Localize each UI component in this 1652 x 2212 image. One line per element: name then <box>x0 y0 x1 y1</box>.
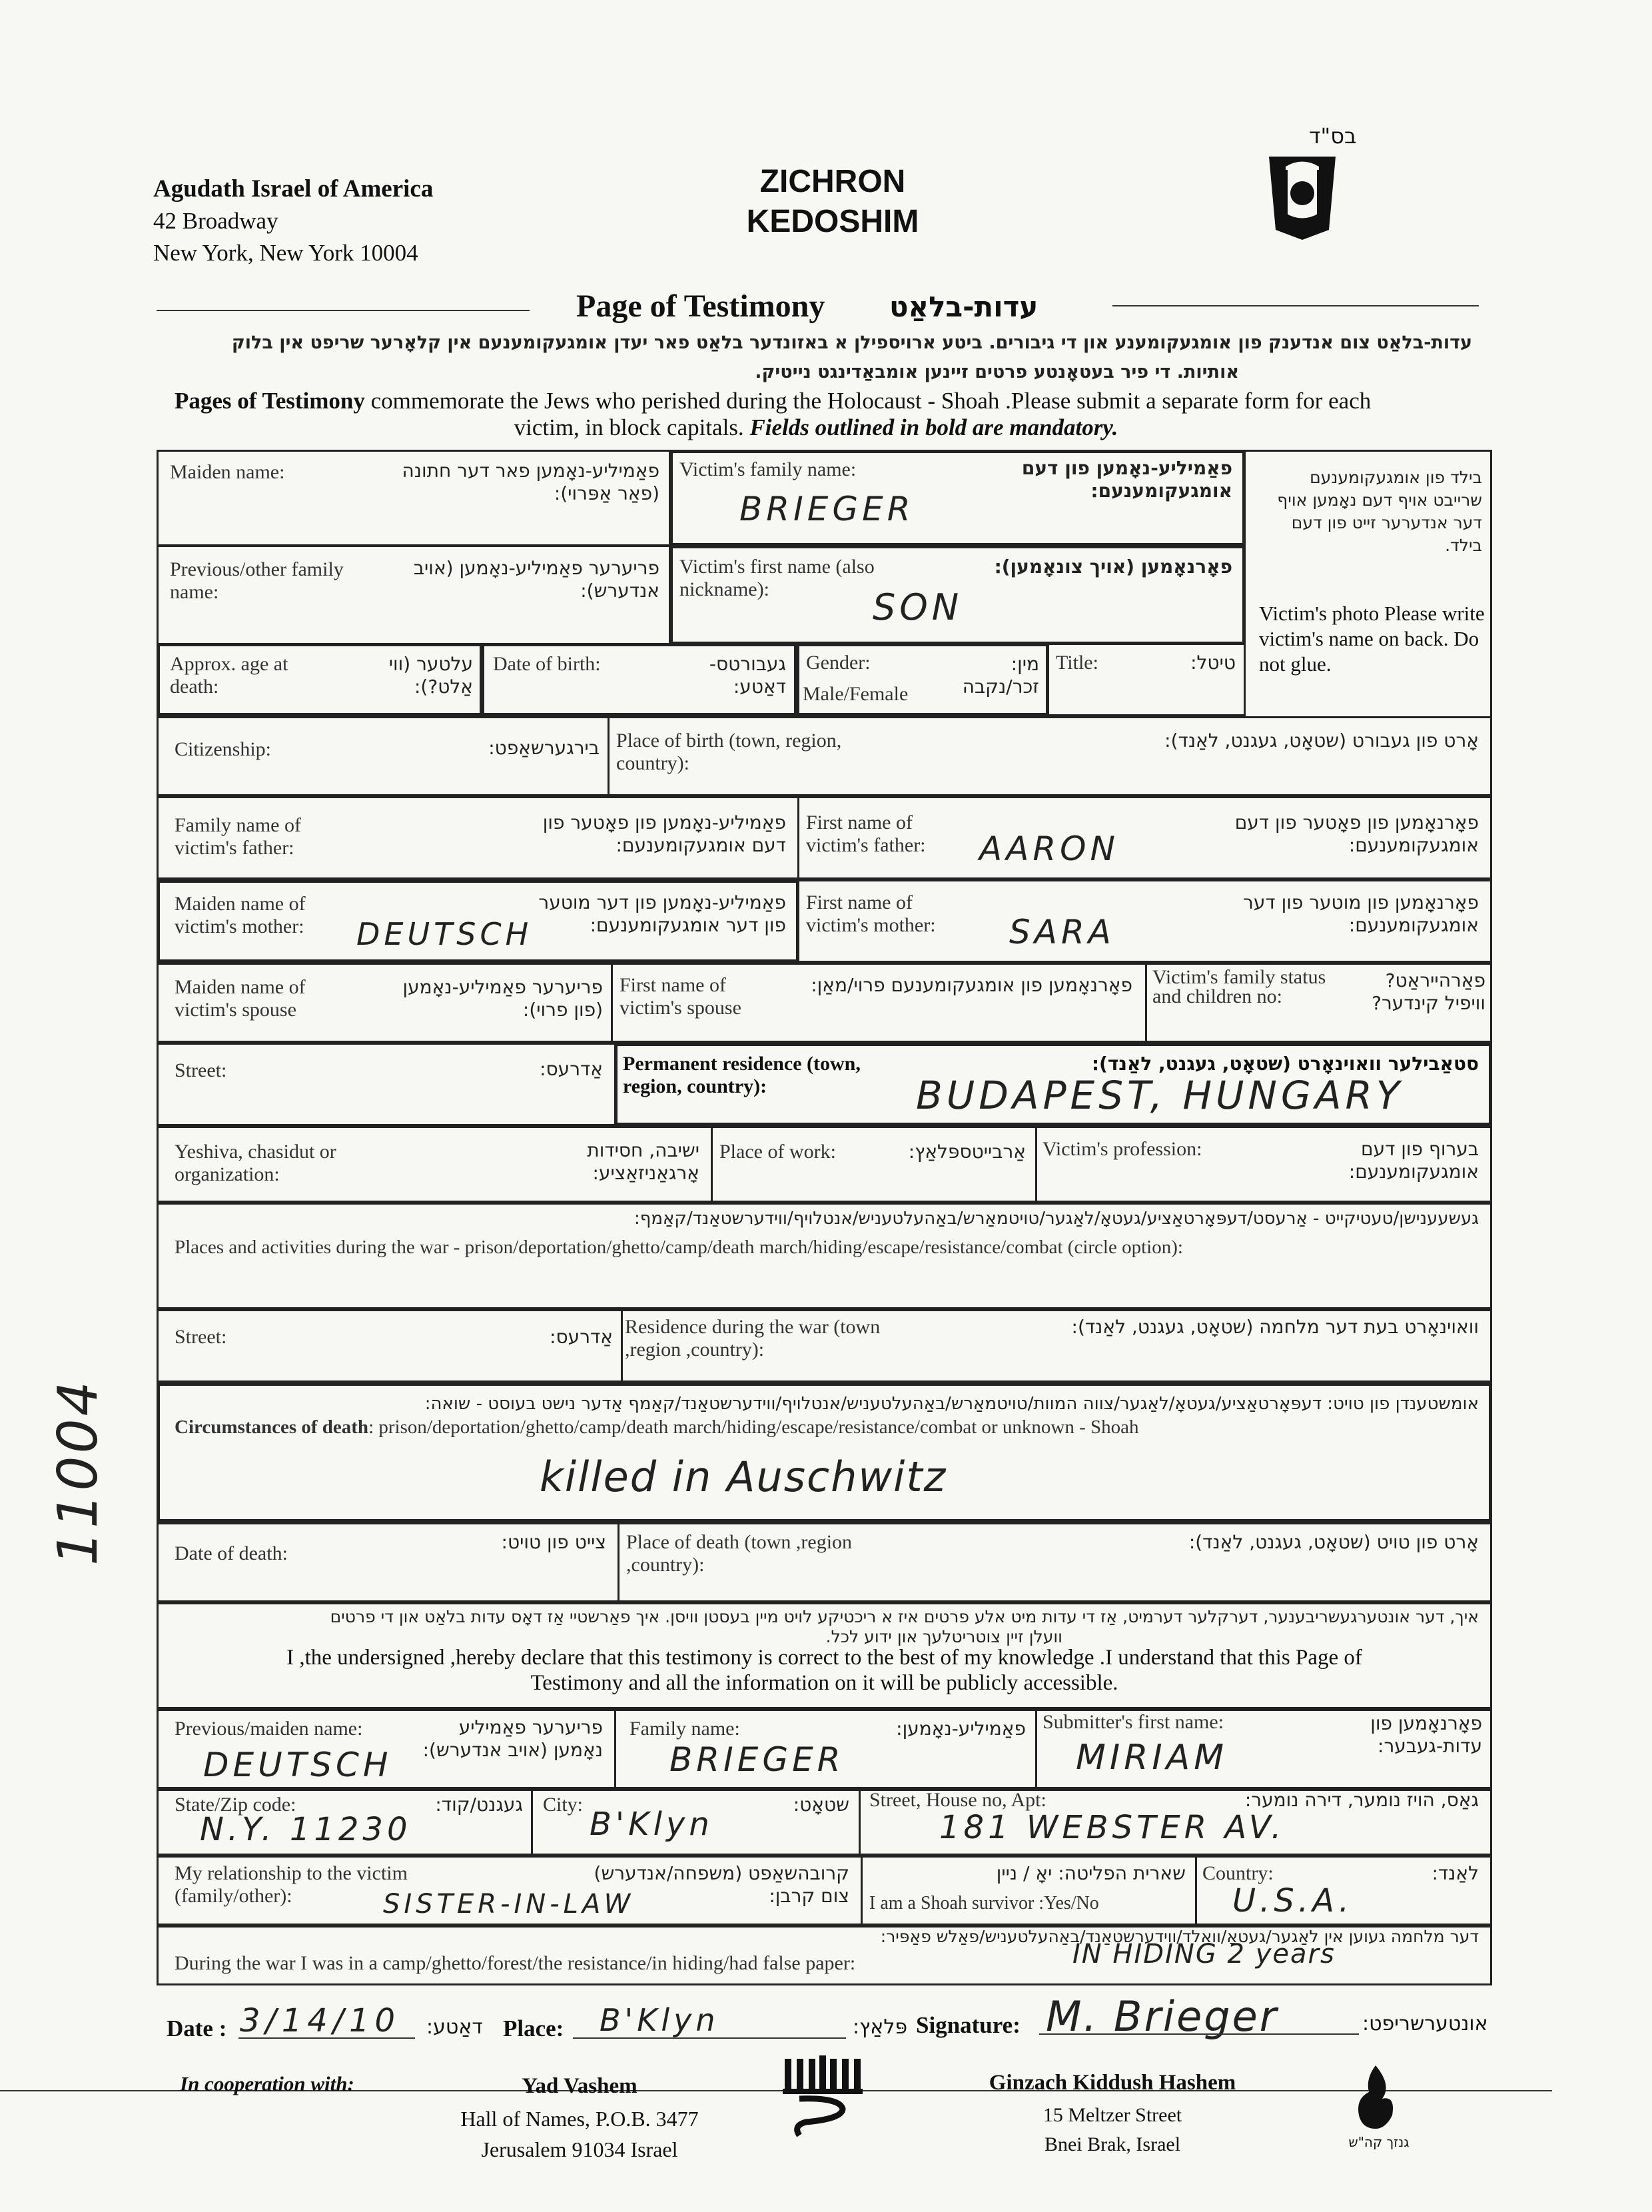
ginzach-logo-text: גנזך קה"ש <box>1348 2134 1410 2150</box>
relationship-value: SISTER-IN-LAW <box>383 1889 635 1920</box>
mother-first-name-label: First name of victim's mother: <box>806 891 936 936</box>
submitter-previous-name-hebrew: פריערער פאַמיליע נאָמען (אויב אנדערש): <box>422 1716 603 1761</box>
previous-name-hebrew: פריערער פאַמיליע-נאָמען (אויב אנדערש): <box>413 557 659 602</box>
birthplace-label: Place of birth (town, region, country): <box>616 730 842 774</box>
street-label: Street: <box>175 1059 227 1081</box>
father-first-name-hebrew: פאָרנאָמען פון פאָטער פון דעם אומגעקומענעם: <box>1234 812 1479 856</box>
mother-maiden-name-hebrew: פאַמיליע-נאָמען פון דער מוטער פון דער אומגעקומענעם: <box>538 891 786 936</box>
yeshiva-hebrew: ישיבה, חסידות אָרגאַניזאַציע: <box>587 1139 699 1184</box>
form-title-line1: ZICHRON <box>759 164 906 199</box>
submitter-street-hebrew: גאַס, הויז נומער, דירה נומער: <box>1244 1789 1479 1811</box>
signature-hebrew: אונטערשריפט: <box>1362 2012 1488 2035</box>
place-of-work-field[interactable] <box>711 1126 1037 1203</box>
victim-family-name-label: Victim's family name: <box>679 458 857 480</box>
submitter-street-value: 181 WEBSTER AV. <box>939 1809 1286 1846</box>
declaration-hebrew-2: וועלן זיין צוטריטלעך און ידוע לכל. <box>825 1627 1062 1646</box>
declaration-english-1: I ,the undersigned ,hereby declare that this testimony is correct to the best of my knowledge .I understand that this Page of <box>286 1646 1362 1670</box>
survivor-label: I am a Shoah survivor :Yes/No <box>869 1893 1099 1914</box>
signature-label: Signature: <box>916 2012 1021 2038</box>
org-address-line2: New York, New York 10004 <box>153 240 418 266</box>
father-first-name-value: AARON <box>979 830 1119 868</box>
previous-name-label: Previous/other family name: <box>170 558 344 603</box>
war-street-label: Street: <box>175 1326 227 1348</box>
profession-label: Victim's profession: <box>1042 1138 1202 1160</box>
war-activities-hebrew: געשעענישן/טעטיקייט - אַרעסט/דעפּאָרטאַציע/געטאָ/לאַגער/טויטמאַרש/באַהעלטעניש/אנטלויף/ווידערשטאַנד/קאַמף: <box>633 1209 1479 1229</box>
date-hebrew: דאַטע: <box>426 2015 483 2039</box>
place-of-death-label: Place of death (town ,region ,country): <box>626 1531 853 1576</box>
profession-hebrew: בערוף פון דעם אומגעקומענעם: <box>1348 1138 1479 1183</box>
maiden-name-hebrew: פאַמיליע-נאָמען פאר דער חתונה (פאַר אַפּרוי): <box>402 460 659 504</box>
instructions-text-2: victim, in block capitals. <box>514 414 750 440</box>
gender-hebrew: מין: זכר/נקבה <box>962 653 1039 698</box>
war-street-hebrew: אַדרעס: <box>550 1326 613 1348</box>
instructions-english-2 <box>153 414 1479 441</box>
during-war-hebrew: דער מלחמה געוען אין לאַגער/געטאָ/וואַלד/ווידערשטאַנד/באַהעלטעניש/פאַלש פאַפּיר: <box>880 1927 1479 1946</box>
ginzach-address1: 15 Meltzer Street <box>1042 2104 1182 2126</box>
torah-crest-icon <box>1256 150 1349 243</box>
declaration-hebrew-1: איך, דער אונטערגעשריבענער, דערקלער דערמיט, אַז די עדות מיט אלע פרטים איז א ריכטיקע לויט מיין בעסטן וויסן. איך פאַרשטיי אַז דאָס עדות בלאַט און די פרטים <box>330 1607 1479 1626</box>
circumstances-label-line <box>175 1416 1139 1438</box>
circumstances-label: Circumstances of death <box>175 1416 369 1438</box>
instructions-english-1 <box>175 388 1371 414</box>
victim-first-name-label: Victim's first name (also nickname): <box>679 556 875 600</box>
war-residence-label: Residence during the war (town ,region ,country): <box>625 1316 881 1361</box>
place-hebrew: פּלאַץ: <box>853 2015 908 2039</box>
submitter-city-label: City: <box>543 1794 584 1816</box>
margin-handwritten-number: 11004 <box>47 1379 110 1566</box>
instructions-emphasis: Pages of Testimony <box>175 388 365 414</box>
country-value: U.S.A. <box>1232 1882 1354 1920</box>
citizenship-label: Citizenship: <box>175 738 271 760</box>
title-rule-left <box>157 310 530 311</box>
signature-line <box>1039 2033 1359 2035</box>
cooperation-label: In cooperation with: <box>180 2072 354 2095</box>
page-title: Page of Testimony <box>576 288 825 324</box>
spouse-maiden-name-hebrew: פריערער פאַמיליע-נאָמען (פון פרוי): <box>402 976 603 1021</box>
place-label: Place: <box>503 2015 564 2041</box>
father-first-name-label: First name of victim's father: <box>806 812 926 856</box>
mother-first-name-hebrew: פאָרנאָמען פון מוטער פון דער אומגעקומענעם: <box>1243 891 1479 936</box>
submitter-previous-name-value: DEUTSCH <box>203 1746 392 1784</box>
circumstances-options: : prison/deportation/ghetto/camp/death march/hiding/escape/resistance/combat or unknown - Shoah <box>368 1416 1139 1438</box>
submitter-family-name-value: BRIEGER <box>669 1740 845 1779</box>
country-hebrew: לאַנד: <box>1432 1862 1479 1884</box>
spouse-first-name-label: First name of victim's spouse <box>620 974 741 1019</box>
father-family-name-hebrew: פאַמיליע-נאָמען פון פאָטער פון דעם אומגעקומענעם: <box>542 812 786 856</box>
submitter-zip-value: N.Y. 11230 <box>200 1811 412 1848</box>
during-war-label: During the war I was in a camp/ghetto/forest/the resistance/in hiding/had false paper: <box>175 1952 856 1974</box>
victim-family-name-value: BRIEGER <box>739 490 915 528</box>
submitter-first-name-value: MIRIAM <box>1076 1738 1228 1778</box>
title-rule-right <box>1112 305 1479 306</box>
relationship-label: My relationship to the victim (family/other): <box>175 1862 408 1907</box>
title-hebrew: טיטל: <box>1190 652 1236 674</box>
during-war-value: IN HIDING 2 years <box>1072 1939 1336 1969</box>
street-hebrew: אַדרעס: <box>540 1058 603 1080</box>
spouse-maiden-name-label: Maiden name of victim's spouse <box>175 976 306 1021</box>
photo-instructions: Victim's photo Please write victim's name on back. Do not glue. <box>1259 602 1485 676</box>
country-label: Country: <box>1202 1862 1274 1884</box>
declaration-english-2: Testimony and all the information on it will be publicly accessible. <box>530 1671 1118 1695</box>
survivor-hebrew: שארית הפליטה: יאָ / ניין <box>996 1862 1186 1884</box>
date-of-birth-label: Date of birth: <box>493 653 601 675</box>
submitter-street-label: Street, House no, Apt: <box>869 1789 1046 1811</box>
date-value[interactable]: 3/14/10 <box>240 2002 401 2039</box>
age-hebrew: עלטער (ווי אַלט?): <box>388 653 473 698</box>
permanent-residence-value: BUDAPEST, HUNGARY <box>916 1073 1404 1118</box>
submitter-zip-label: State/Zip code: <box>175 1794 296 1816</box>
instructions-hebrew-1: עדות-בלאַט צום אנדענק פון אומגעקומענע און די גיבורים. ביטע ארויספילן א באזונדער בלאַט פאר יעדן אומגעקומענעם אין קלאָרער שריפט אין בלוק <box>231 332 1472 353</box>
family-status-label: Victim's family status and children no: <box>1152 966 1326 1007</box>
date-line <box>238 2037 415 2039</box>
permanent-residence-hebrew: סטאַבילער וואוינאָרט (שטאָט, געגנט, לאַנד): <box>1091 1053 1479 1075</box>
gender-label: Gender: <box>806 652 871 674</box>
victim-family-name-hebrew: פאַמיליע-נאָמען פון דעם אומגעקומענעם: <box>1021 457 1232 502</box>
photo-instructions-hebrew: בילד פון אומגעקומענעם שרייבט אויף דעם נאָמען אויף דער אנדערער זייט פון דעם בילד. <box>1277 468 1482 555</box>
title-label: Title: <box>1056 652 1098 674</box>
date-of-death-label: Date of death: <box>175 1542 288 1564</box>
mother-first-name-value: SARA <box>1009 913 1115 951</box>
date-of-birth-hebrew: געבורטס- דאַטע: <box>709 653 786 698</box>
submitter-family-name-hebrew: פאַמיליע-נאָמען: <box>896 1718 1026 1740</box>
birthplace-hebrew: אָרט פון געבורט (שטאָט, געגנט, לאַנד): <box>1164 730 1479 752</box>
date-of-death-hebrew: צייט פון טויט: <box>501 1531 606 1553</box>
yad-vashem-address2: Jerusalem 91034 Israel <box>481 2137 678 2161</box>
family-status-hebrew: פאַרהייראַט? וויפיל קינדער? <box>1372 969 1485 1014</box>
yad-vashem-menorah-icon <box>779 2052 866 2139</box>
ginzach-name: Ginzach Kiddush Hashem <box>989 2071 1236 2095</box>
place-value[interactable]: B'Klyn <box>600 2002 719 2038</box>
victim-first-name-value: SON <box>873 586 963 628</box>
street-field[interactable] <box>157 1043 616 1126</box>
war-activities-label: Places and activities during the war - prison/deportation/ghetto/camp/death march/hiding/escape/resistance/combat (circle option): <box>175 1237 1183 1258</box>
submitter-city-hebrew: שטאָט: <box>793 1794 849 1816</box>
spouse-first-name-hebrew: פאָרנאָמען פון אומגעקומענעם פרוי/מאַן: <box>811 974 1132 996</box>
submitter-family-name-label: Family name: <box>629 1718 740 1740</box>
ginzach-flame-icon <box>1346 2062 1406 2142</box>
submitter-zip-hebrew: געגנט/קוד: <box>435 1794 523 1816</box>
circumstances-value: killed in Auschwitz <box>540 1452 947 1501</box>
logo-text: בס"ד <box>1309 123 1357 149</box>
citizenship-hebrew: בירגערשאַפט: <box>488 737 600 759</box>
submitter-previous-name-label: Previous/maiden name: <box>175 1718 363 1740</box>
maiden-name-label: Maiden name: <box>170 461 285 483</box>
place-line <box>573 2037 846 2039</box>
circumstances-hebrew: אומשטענדן פון טויט: דעפּאָרטאַציע/געטאָ/לאַגער/צווה המוות/טויטמאַרש/באַהעלטעניש/אנטלויף/ווידערשטאַנד/קאַמף אַדער נישט בעוסט - שואה: <box>424 1394 1479 1414</box>
yad-vashem-name: Yad Vashem <box>522 2074 637 2098</box>
ginzach-address2: Bnei Brak, Israel <box>1044 2133 1181 2155</box>
father-family-name-label: Family name of victim's father: <box>175 814 301 859</box>
instructions-text-1: commemorate the Jews who perished during the Holocaust - Shoah .Please submit a separate form for each <box>364 388 1372 414</box>
instructions-hebrew-2: אותיות. די פיר בעטאָנטע פרטים זיינען אומבאַדינגט נייטיק. <box>755 362 1239 382</box>
org-name: Agudath Israel of America <box>153 175 434 203</box>
war-residence-hebrew: וואוינאָרט בעת דער מלחמה (שטאָט, געגנט, לאַנד): <box>1071 1316 1479 1338</box>
permanent-residence-label: Permanent residence (town, region, country): <box>623 1053 861 1097</box>
gender-options: Male/Female <box>803 683 909 705</box>
yeshiva-label: Yeshiva, chasidut or organization: <box>175 1141 336 1185</box>
date-label: Date : <box>167 2015 227 2041</box>
victim-first-name-hebrew: פאָרנאָמען (אויך צונאָמען): <box>994 556 1232 578</box>
submitter-first-name-label: Submitter's first name: <box>1042 1711 1224 1733</box>
mandatory-note: Fields outlined in bold are mandatory. <box>749 414 1118 440</box>
place-of-death-hebrew: אָרט פון טויט (שטאָט, געגנט, לאַנד): <box>1188 1531 1479 1553</box>
place-of-work-hebrew: אַרבייטספּלאַץ: <box>908 1141 1026 1163</box>
relationship-hebrew: קרובהשאַפט (משפחה/אנדערש) צום קרבן: <box>594 1862 849 1907</box>
mother-maiden-name-label: Maiden name of victim's mother: <box>175 893 306 937</box>
place-of-work-label: Place of work: <box>719 1141 836 1163</box>
form-title-line2: KEDOSHIM <box>746 204 919 239</box>
org-address-line1: 42 Broadway <box>153 208 278 234</box>
submitter-city-value: B'Klyn <box>590 1806 713 1843</box>
signature-value[interactable]: M. Brieger <box>1046 1992 1279 2041</box>
yad-vashem-address1: Hall of Names, P.O.B. 3477 <box>460 2107 699 2131</box>
age-label: Approx. age at death: <box>170 653 288 698</box>
page-title-hebrew: עדות-בלאַט <box>889 290 1038 323</box>
submitter-first-name-hebrew: פאָרנאָמען פון עדות-געבער: <box>1370 1712 1482 1757</box>
mother-maiden-name-value: DEUTSCH <box>356 916 533 952</box>
